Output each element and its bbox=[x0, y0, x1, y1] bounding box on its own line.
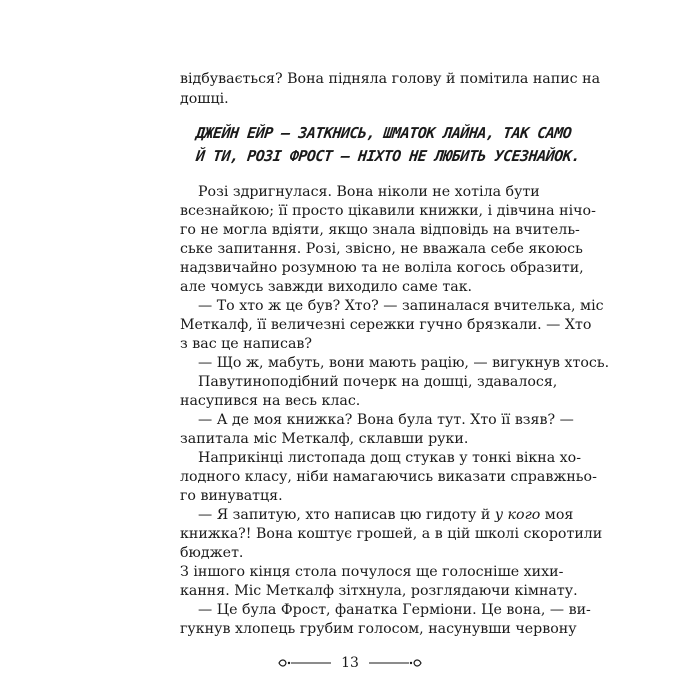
text-line: го винуватця. bbox=[180, 488, 283, 504]
text-line: Розі здригнулася. Вона ніколи не хотіла бути bbox=[198, 184, 540, 200]
text-line: надзвичайно розумною та не воліла когось образити, bbox=[180, 260, 584, 276]
text-line: відбувається? Вона підняла голову й помітила напис на bbox=[180, 71, 601, 87]
text-line: книжка?! Вона коштує грошей, а в цій школі скоротили bbox=[180, 526, 603, 542]
chalkboard-inscription-line: ДЖЕЙН ЕЙР – ЗАТКНИСЬ, ШМАТОК ЛАЙНА, ТАК САМО bbox=[195, 124, 573, 142]
text-line: Павутиноподібний почерк на дошці, здавалося, bbox=[198, 374, 558, 390]
text-line: дошці. bbox=[180, 91, 229, 107]
text-line: — То хто ж це був? Хто? — запиналася вчителька, міс bbox=[198, 298, 604, 314]
text-line: запитала міс Меткалф, склавши руки. bbox=[180, 431, 469, 447]
text-line: го не могла вдіяти, якщо знала відповідь на вчитель- bbox=[180, 222, 580, 238]
text-line: кання. Міс Меткалф зітхнула, розглядаючи кімнату. bbox=[180, 583, 578, 599]
text-line bbox=[198, 506, 574, 524]
text-line: Меткалф, її величезні сережки гучно брязкали. — Хто bbox=[180, 317, 592, 333]
text-line: але чомусь завжди виходило саме так. bbox=[180, 279, 473, 295]
text-line: бюджет. bbox=[180, 545, 244, 561]
right-ornament-icon bbox=[367, 657, 423, 669]
text-line: насупився на весь клас. bbox=[180, 393, 361, 409]
text-line: З іншого кінця стола почулося ще голосніше хихи- bbox=[180, 564, 564, 580]
text-line: Наприкінці листопада дощ стукав у тонкі вікна хо- bbox=[198, 450, 581, 466]
left-ornament-icon bbox=[277, 657, 333, 669]
text-segment: — Я запитую, хто написав цю гидоту й bbox=[198, 507, 491, 523]
text-segment: моя bbox=[544, 507, 574, 523]
page-footer bbox=[0, 655, 700, 671]
text-line: всезнайкою; її просто цікавили книжки, і дівчина нічо- bbox=[180, 203, 596, 219]
text-line: з вас це написав? bbox=[180, 336, 313, 352]
text-line: лодного класу, ніби намагаючись виказати справжньо- bbox=[180, 469, 597, 485]
text-line: — Це була Фрост, фанатка Герміони. Це вона, — ви- bbox=[198, 602, 591, 618]
chalkboard-inscription-line: Й ТИ, РОЗІ ФРОСТ – НІХТО НЕ ЛЮБИТЬ УСЕЗНАЙОК. bbox=[195, 147, 581, 165]
text-line: — А де моя книжка? Вона була тут. Хто її взяв? — bbox=[198, 412, 574, 428]
text-line: ське запитання. Розі, звісно, не вважала себе якоюсь bbox=[180, 241, 583, 257]
text-line: гукнув хлопець грубим голосом, насунувши червону bbox=[180, 621, 577, 637]
text-line: — Що ж, мабуть, вони мають рацію, — вигукнув хтось. bbox=[198, 355, 610, 371]
italic-emphasis: у кого bbox=[494, 507, 541, 523]
page-number: 13 bbox=[341, 655, 359, 671]
